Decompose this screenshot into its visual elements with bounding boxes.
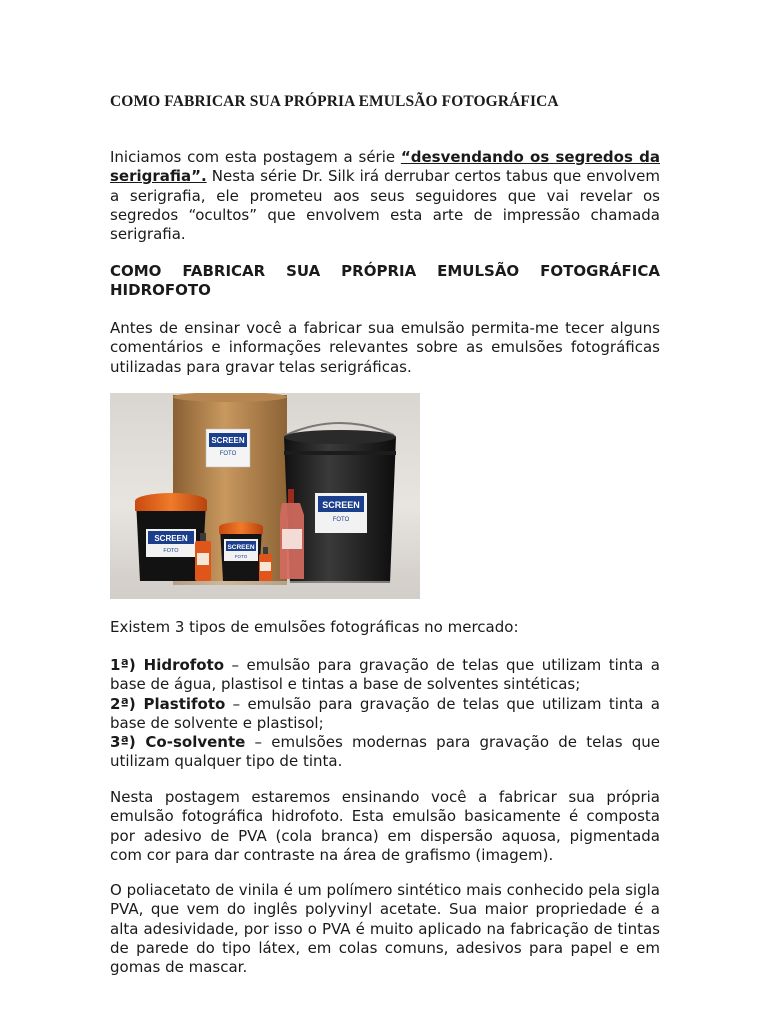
types-list — [110, 656, 660, 772]
small-bucket-label-sub: FOTO — [234, 554, 248, 559]
series-name: “desvendando os segredos da serigrafia”. — [110, 148, 660, 186]
paragraph-hidrofoto: Nesta postagem estaremos ensinando você a fabricar sua própria emulsão fotográfica hidrofoto. Esta emulsão basicamente é composta por adesivo de PVA (cola branca) em dispersão aquosa, pigmentada com cor para dar contraste na área de grafismo (imagem). — [110, 788, 660, 864]
type-item-hidrofoto — [110, 656, 660, 695]
type-label: 1ª) Hidrofoto — [110, 656, 225, 674]
section-subtitle: COMO FABRICAR SUA PRÓPRIA EMULSÃO FOTOGRÁFICA HIDROFOTO — [110, 262, 660, 300]
type-label: 2ª) Plastifoto — [110, 694, 226, 713]
intro-text-before: Iniciamos com esta postagem a série — [110, 148, 401, 166]
bucket-label-sub: FOTO — [332, 517, 350, 523]
emulsion-products-illustration — [110, 393, 420, 599]
orange-bucket-small — [219, 522, 263, 581]
type-item-plastifoto — [110, 695, 660, 734]
intro-text-after: Nesta série Dr. Silk irá derrubar certos tabus que envolvem a serigrafia, ele prometeu aos seus seguidores que vai revelar os segredos “ocultos” que envolvem esta arte de impressão chamada serigrafia. — [110, 167, 660, 244]
drum-label-brand: SCREEN — [211, 436, 245, 445]
small-bucket-label-brand: SCREEN — [227, 544, 255, 551]
paragraph-pva: O poliacetato de vinila é um polímero sintético mais conhecido pela sigla PVA, que vem do inglês polyvinyl acetate. Sua maior propriedade é a alta adesividade, por isso o PVA é muito aplicado na fabricação de tintas de parede do tipo látex, em colas comuns, adesivos para papel e em gomas de mascar. — [110, 881, 660, 977]
bucket-label-brand: SCREEN — [322, 500, 360, 510]
drum-label-sub: FOTO — [219, 451, 237, 457]
emulsion-products-photo — [110, 393, 420, 599]
orange-bucket-label-sub: FOTO — [163, 548, 179, 554]
paragraph-before-image: Antes de ensinar você a fabricar sua emulsão permita-me tecer alguns comentários e informações relevantes sobre as emulsões fotográficas utilizadas para gravar telas serigráficas. — [110, 319, 660, 376]
type-item-co-solvente — [110, 733, 660, 772]
orange-bucket-label-brand: SCREEN — [154, 534, 188, 543]
document-title: COMO FABRICAR SUA PRÓPRIA EMULSÃO FOTOGRÁFICA — [110, 93, 559, 110]
type-description: – emulsão para gravação de telas que utilizam tinta a base de solvente e plastisol; — [110, 694, 660, 732]
type-description: – emulsão para gravação de telas que utilizam tinta a base de água, plastisol e tintas a base de solventes sintéticas; — [110, 656, 660, 694]
type-description: – emulsões modernas para gravação de telas que utilizam qualquer tipo de tinta. — [110, 733, 660, 771]
types-intro: Existem 3 tipos de emulsões fotográficas no mercado: — [110, 618, 519, 636]
type-label: 3ª) Co-solvente — [110, 733, 246, 752]
intro-paragraph — [110, 148, 660, 244]
